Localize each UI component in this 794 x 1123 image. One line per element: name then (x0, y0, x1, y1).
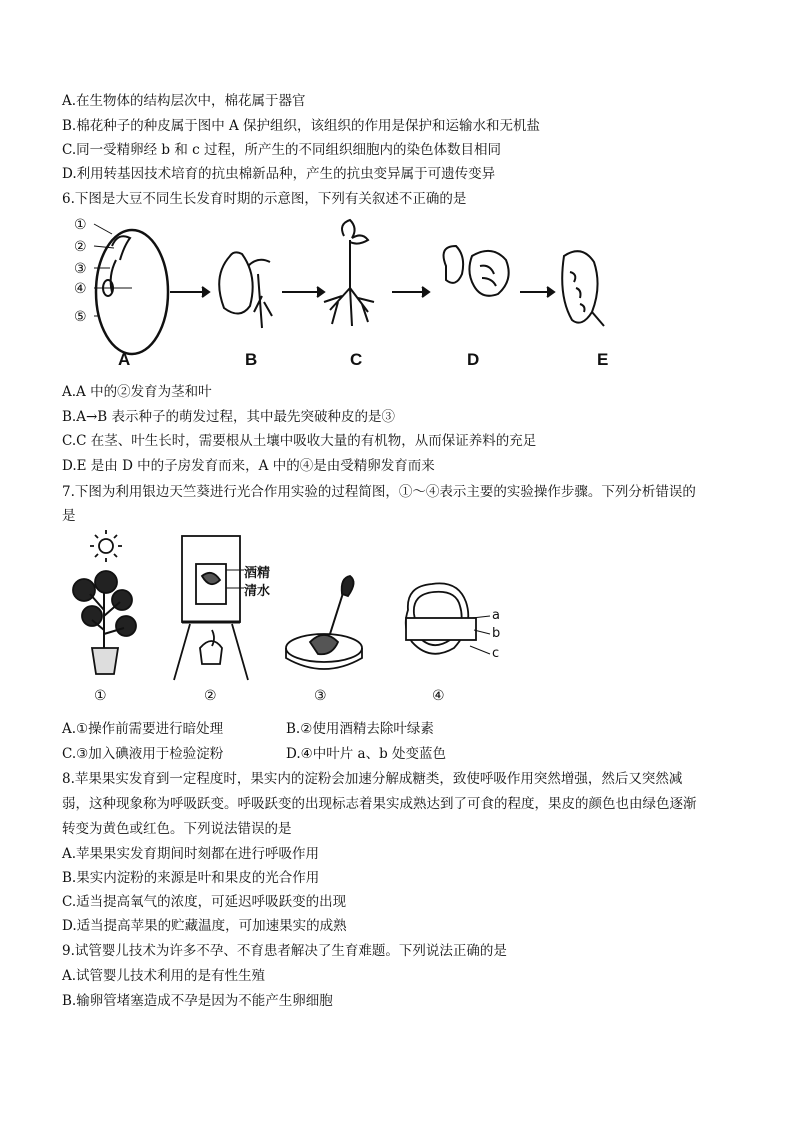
q8-option-b: B.果实内淀粉的来源是叶和果皮的光合作用 (62, 870, 320, 886)
q6-option-a: A.A 中的②发育为茎和叶 (62, 384, 212, 400)
q7-option-a: A.①操作前需要进行暗处理 (62, 721, 224, 737)
beaker-label-alcohol: 酒精 (244, 566, 271, 581)
q5-option-c: C.同一受精卵经 b 和 c 过程，所产生的不同组织细胞内的染色体数目相同 (62, 142, 502, 158)
q8-option-a: A.苹果果实发育期间时刻都在进行呼吸作用 (62, 846, 320, 862)
leaf-label-a: a (492, 608, 500, 623)
q7-option-c: C.③加入碘液用于检验淀粉 (62, 746, 224, 762)
seed-part-1: ① (74, 217, 87, 233)
q8-stem-line2: 弱，这种现象称为呼吸跃变。呼吸跃变的出现标志着果实成熟达到了可食的程度，果皮的颜色也由绿色逐渐 (62, 796, 697, 812)
soybean-growth-drawing (62, 216, 682, 376)
stage-label-a: A (118, 350, 131, 369)
beaker-label-water: 清水 (244, 584, 271, 599)
stage-label-e: E (597, 350, 609, 369)
seed-part-3: ③ (74, 261, 87, 277)
step-label-4: ④ (432, 688, 445, 704)
q6-option-d: D.E 是由 D 中的子房发育而来，A 中的④是由受精卵发育而来 (62, 458, 435, 474)
seed-part-4: ④ (74, 281, 87, 297)
soybean-growth-figure (62, 216, 682, 376)
q5-option-b: B.棉花种子的种皮属于图中 A 保护组织，该组织的作用是保护和运输水和无机盐 (62, 118, 541, 134)
q8-stem-line3: 转变为黄色或红色。下列说法错误的是 (62, 821, 292, 837)
leaf-label-c: c (492, 646, 500, 661)
stage-label-d: D (467, 350, 480, 369)
q5-option-a: A.在生物体的结构层次中，棉花属于器官 (62, 93, 306, 109)
seed-part-5: ⑤ (74, 309, 87, 325)
stage-label-c: C (350, 350, 363, 369)
q9-stem: 9.试管婴儿技术为许多不孕、不育患者解决了生育难题。下列说法正确的是 (62, 943, 507, 959)
q8-option-d: D.适当提高苹果的贮藏温度，可加速果实的成熟 (62, 918, 347, 934)
q7-stem-line1: 7.下图为利用银边天竺葵进行光合作用实验的过程简图，①～④表示主要的实验操作步骤。下列分析错误的 (62, 484, 696, 500)
q7-option-d: D.④中叶片 a、b 处变蓝色 (286, 746, 447, 762)
q9-option-a: A.试管婴儿技术利用的是有性生殖 (62, 968, 266, 984)
q6-option-c: C.C 在茎、叶生长时，需要根从土壤中吸收大量的有机物，从而保证养料的充足 (62, 433, 537, 449)
q9-option-b: B.输卵管堵塞造成不孕是因为不能产生卵细胞 (62, 993, 333, 1009)
q6-stem: 6.下图是大豆不同生长发育时期的示意图，下列有关叙述不正确的是 (62, 191, 467, 207)
q8-stem-line1: 8.苹果果实发育到一定程度时，果实内的淀粉会加速分解成糖类，致使呼吸作用突然增强，然后又突然减 (62, 771, 683, 787)
leaf-label-b: b (492, 626, 501, 641)
q7-stem-line2: 是 (62, 508, 76, 524)
photosynthesis-drawing (62, 530, 522, 710)
step-label-2: ② (204, 688, 217, 704)
q5-option-d: D.利用转基因技术培育的抗虫棉新品种，产生的抗虫变异属于可遗传变异 (62, 166, 496, 182)
stage-label-b: B (245, 350, 258, 369)
step-label-3: ③ (314, 688, 327, 704)
q7-option-b: B.②使用酒精去除叶绿素 (286, 721, 434, 737)
step-label-1: ① (94, 688, 107, 704)
seed-part-2: ② (74, 239, 87, 255)
q6-option-b: B.A→B 表示种子的萌发过程，其中最先突破种皮的是③ (62, 409, 395, 425)
photosynthesis-figure (62, 530, 522, 710)
q8-option-c: C.适当提高氧气的浓度，可延迟呼吸跃变的出现 (62, 894, 347, 910)
